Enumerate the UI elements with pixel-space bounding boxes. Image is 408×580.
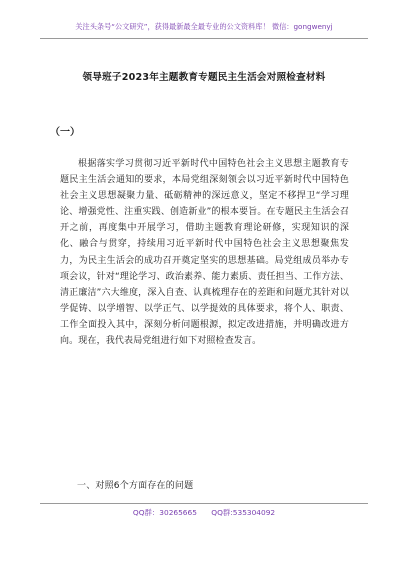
footer-qq-group-2: QQ群:535304092 xyxy=(211,508,276,517)
footer xyxy=(40,507,368,518)
footer-qq-group-1: QQ群：30265665 xyxy=(132,508,197,517)
footer-divider xyxy=(40,503,368,504)
subheading: 一、对照6个方面存在的问题 xyxy=(77,481,194,491)
header-banner: 关注头条号“公文研究”，获得最新最全最专业的公文资料库！ 微信：gongwenyj xyxy=(75,22,333,31)
header-divider xyxy=(40,38,368,39)
body-paragraph: 根据落实学习贯彻习近平新时代中国特色社会主义思想主题教育专题民主生活会通知的要求，本局党组深刻领会以习近平新时代中国特色社会主义思想凝聚力量、砥砺精神的深远意义，坚定不移捍卫“学习理论、增强党性、注重实践、创造新业”的根本要旨。在专题民主生活会召开之前，再度集中开展学习，借助主题教育理论研修，实现知识的深化、融合与贯穿，持续用习近平新时代中国特色社会主义思想聚焦发力，为民主生活会的成功召开奠定坚实的思想基础。局党组成员举办专项会议，针对“理论学习、政治素养、能力素质、责任担当、工作方法、清正廉洁”六大维度，深入自查、认真梳理存在的差距和问题尤其针对以学促铸、以学增智、以学正气、以学提效的具体要求，将个人、职责、工作全面投入其中，深刻分析问题根源，拟定改进措施，并明确改进方向。现在，我代表局党组进行如下对照检查发言。 xyxy=(60,159,349,347)
document-title: 领导班子2023年主题教育专题民主生活会对照检查材料 xyxy=(82,72,326,83)
section-number: （一） xyxy=(50,127,80,138)
